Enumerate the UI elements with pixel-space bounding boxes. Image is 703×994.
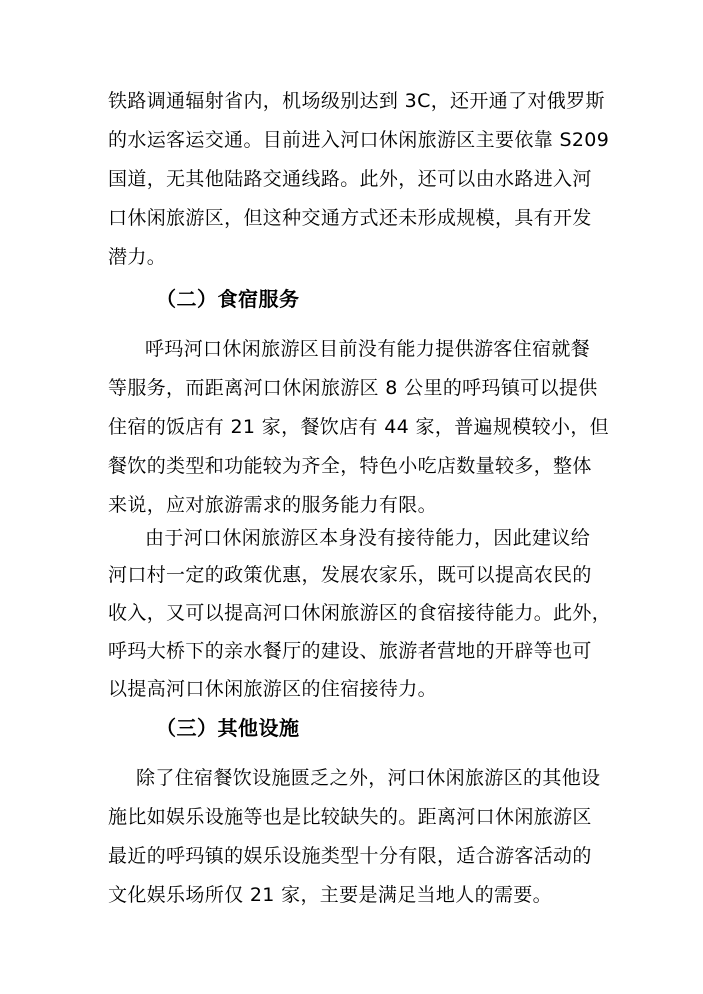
- paragraph-line: 以提高河口休闲旅游区的住宿接待力。: [108, 678, 437, 700]
- paragraph-line: 等服务，而距离河口休闲旅游区 8 公里的呼玛镇可以提供: [108, 377, 598, 399]
- paragraph-line: 呼玛河口休闲旅游区目前没有能力提供游客住宿就餐: [145, 338, 591, 360]
- paragraph-line: 最近的呼玛镇的娱乐设施类型十分有限，适合游客活动的: [108, 845, 592, 867]
- paragraph-line: 餐饮的类型和功能较为齐全，特色小吃店数量较多，整体: [108, 455, 592, 477]
- paragraph-line: 潜力。: [108, 246, 167, 268]
- paragraph-line: 由于河口休闲旅游区本身没有接待能力，因此建议给: [145, 527, 591, 549]
- paragraph-line: 除了住宿餐饮设施匮乏之外，河口休闲旅游区的其他设: [136, 767, 601, 789]
- paragraph-line: 口休闲旅游区，但这种交通方式还未形成规模，具有开发: [108, 207, 592, 229]
- paragraph-line: 呼玛大桥下的亲水餐厅的建设、旅游者营地的开辟等也可: [108, 640, 592, 662]
- paragraph-line: 文化娱乐场所仅 21 家，主要是满足当地人的需要。: [108, 884, 553, 906]
- paragraph-line: 收入，又可以提高河口休闲旅游区的食宿接待能力。此外，: [108, 602, 612, 624]
- paragraph-line: 国道，无其他陆路交通线路。此外，还可以由水路进入河: [108, 168, 592, 190]
- section-heading-food-lodging: （二）食宿服务: [156, 287, 300, 311]
- paragraph-line: 河口村一定的政策优惠，发展农家乐，既可以提高农民的: [108, 564, 592, 586]
- paragraph-line: 的水运客运交通。目前进入河口休闲旅游区主要依靠 S209: [108, 129, 610, 151]
- paragraph-line: 住宿的饭店有 21 家，餐饮店有 44 家，普遍规模较小，但: [108, 416, 610, 438]
- paragraph-line: 来说，应对旅游需求的服务能力有限。: [108, 494, 437, 516]
- paragraph-line: 施比如娱乐设施等也是比较缺失的。距离河口休闲旅游区: [108, 806, 592, 828]
- section-heading-other-facilities: （三）其他设施: [156, 716, 300, 740]
- paragraph-line: 铁路调通辐射省内，机场级别达到 3C，还开通了对俄罗斯: [108, 90, 605, 112]
